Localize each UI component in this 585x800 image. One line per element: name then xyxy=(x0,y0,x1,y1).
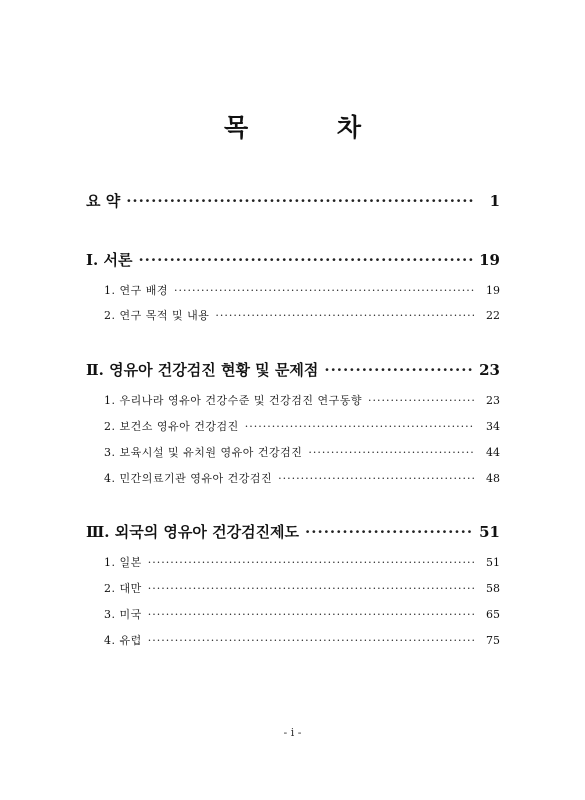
toc-page-number: 23 xyxy=(479,361,500,379)
leader-dots xyxy=(138,251,473,269)
toc-label: Ⅲ. 외국의 영유아 건강검진제도 xyxy=(86,523,300,541)
toc-entry-chapter-3[interactable] xyxy=(86,521,500,542)
toc-label: 1. 연구 배경 xyxy=(104,284,168,297)
toc-label: 2. 보건소 영유아 건강검진 xyxy=(104,420,239,433)
leader-dots xyxy=(148,582,474,595)
page-footer-number: - i - xyxy=(283,726,302,739)
toc-page-number: 58 xyxy=(486,582,500,595)
toc-page-number: 1 xyxy=(489,192,500,210)
toc-entry-1-2[interactable] xyxy=(104,307,500,323)
toc-page-number: 23 xyxy=(486,394,500,407)
leader-dots xyxy=(215,309,474,322)
toc-label: 3. 보육시설 및 유치원 영유아 건강검진 xyxy=(104,446,303,459)
toc-entry-2-1[interactable] xyxy=(104,392,500,408)
toc-entry-3-3[interactable] xyxy=(104,606,500,622)
toc-page-number: 22 xyxy=(486,309,500,322)
leader-dots xyxy=(308,446,474,459)
toc-page-number: 51 xyxy=(486,556,500,569)
leader-dots xyxy=(148,608,474,621)
toc-page-number: 75 xyxy=(486,634,500,647)
toc-entry-2-4[interactable] xyxy=(104,470,500,486)
toc-page-number: 48 xyxy=(486,472,500,485)
leader-dots xyxy=(245,420,474,433)
leader-dots xyxy=(278,472,474,485)
leader-dots xyxy=(324,361,473,379)
leader-dots xyxy=(148,556,474,569)
leader-dots xyxy=(368,394,474,407)
toc-page-number: 44 xyxy=(486,446,500,459)
toc-entry-chapter-1[interactable] xyxy=(86,249,500,270)
leader-dots xyxy=(126,192,474,210)
toc-page-number: 65 xyxy=(486,608,500,621)
toc-entry-3-2[interactable] xyxy=(104,580,500,596)
leader-dots xyxy=(305,523,473,541)
toc-label: 1. 일본 xyxy=(104,556,142,569)
toc-page-number: 19 xyxy=(486,284,500,297)
toc-label: 2. 연구 목적 및 내용 xyxy=(104,309,210,322)
toc-entry-chapter-2[interactable] xyxy=(86,359,500,380)
toc-label: 4. 민간의료기관 영유아 건강검진 xyxy=(104,472,273,485)
toc-page-number: 51 xyxy=(479,523,500,541)
toc-label: Ⅰ. 서론 xyxy=(86,251,133,269)
toc-entry-summary[interactable] xyxy=(86,190,500,211)
toc-label: 4. 유럽 xyxy=(104,634,142,647)
leader-dots xyxy=(174,284,474,297)
toc-label: 2. 대만 xyxy=(104,582,142,595)
toc-entry-3-1[interactable] xyxy=(104,554,500,570)
toc-entry-1-1[interactable] xyxy=(104,282,500,298)
toc-entry-2-2[interactable] xyxy=(104,418,500,434)
toc-page-number: 19 xyxy=(479,251,500,269)
toc-label: Ⅱ. 영유아 건강검진 현황 및 문제점 xyxy=(86,361,319,379)
toc-label: 1. 우리나라 영유아 건강수준 및 건강검진 연구동향 xyxy=(104,394,362,407)
toc-label: 3. 미국 xyxy=(104,608,142,621)
page-title: 목 차 xyxy=(223,113,401,142)
leader-dots xyxy=(148,634,474,647)
toc-entry-3-4[interactable] xyxy=(104,632,500,648)
toc-page-number: 34 xyxy=(486,420,500,433)
toc-entry-2-3[interactable] xyxy=(104,444,500,460)
toc-label: 요 약 xyxy=(86,192,121,210)
